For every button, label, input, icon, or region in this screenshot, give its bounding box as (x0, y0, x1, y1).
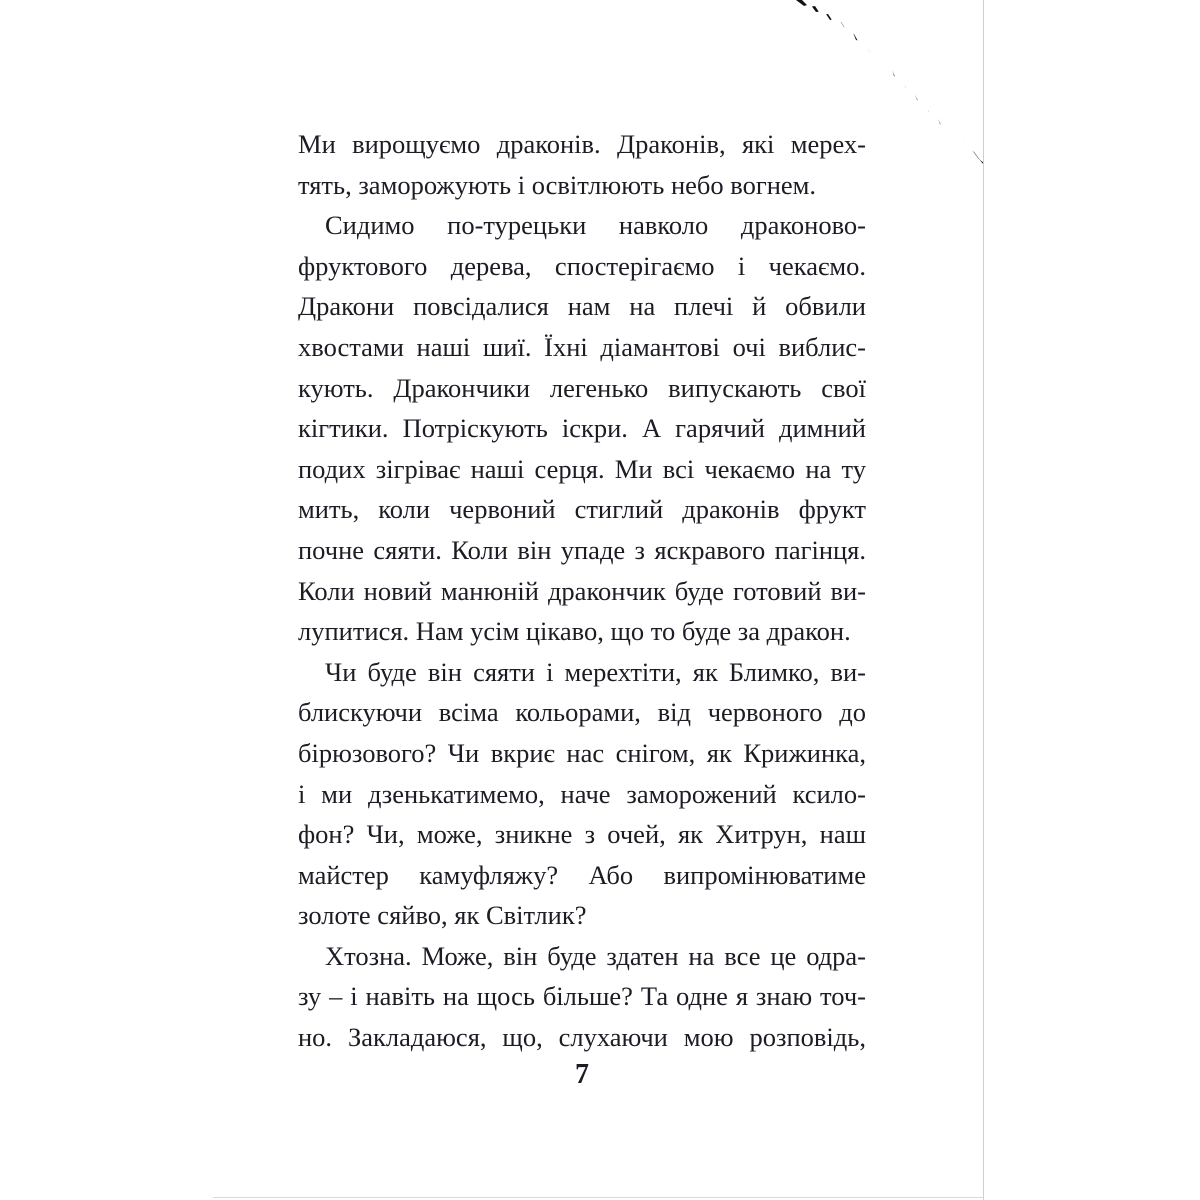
text-line: Дракони повсідалися нам на плечі й обвили (298, 291, 866, 322)
text-line: блискуючи всіма кольорами, від червоного до (298, 697, 866, 728)
text-line: мить, коли червоний стиглий драконів фрукт (298, 494, 866, 525)
text-line: золоте сяйво, як Світлик? (298, 900, 587, 931)
text-line: кігтики. Потріскують іскри. А гарячий димний (298, 413, 866, 444)
text-line: Коли новий манюній дракончик буде готовий ви- (298, 575, 866, 606)
paragraph (298, 124, 866, 205)
text-line: Ми вирощуємо драконів. Драконів, які мерех- (298, 129, 866, 159)
page-number: 7 (575, 1059, 589, 1090)
page-edge-bottom (213, 1197, 984, 1198)
text-line: Чи буде він сяяти і мерехтіти, як Блимко, ви- (325, 656, 866, 687)
paragraph (298, 936, 866, 1058)
text-line: лупитися. Нам усім цікаво, що то буде за дракон. (298, 616, 851, 647)
text-line: но. Закладаюся, що, слухаючи мою розповідь, (298, 1022, 866, 1053)
body-text (298, 124, 866, 1058)
page-edge-right (983, 0, 984, 1200)
text-line: Хтозна. Може, він буде здатен на все це одра- (325, 940, 866, 971)
text-line: кують. Дракончики легенько випускають свої (298, 372, 866, 403)
text-line: і ми дзенькатимемо, наче заморожений ксило- (298, 778, 866, 809)
text-line: Сидимо по-турецьки навколо драконово- (325, 210, 866, 241)
paragraph (298, 205, 866, 652)
text-line: подих зігріває наші серця. Ми всі чекаємо на ту (298, 453, 866, 484)
text-line: почне сяяти. Коли він упаде з яскравого пагінця. (298, 534, 866, 565)
text-line: хвостами наші шиї. Їхні діамантові очі виблис- (298, 331, 866, 362)
text-line: зу – і навіть на щось більше? Та одне я знаю точ- (298, 981, 866, 1012)
text-line: фруктового дерева, спостерігаємо і чекаємо. (298, 250, 866, 281)
text-line: бірюзового? Чи вкриє нас снігом, як Крижинка, (298, 737, 866, 768)
text-line: фон? Чи, може, зникне з очей, як Хитрун, наш (298, 819, 866, 850)
text-line: майстер камуфляжу? Або випромінюватиме (298, 859, 866, 890)
text-line: тять, заморожують і освітлюють небо вогнем. (298, 169, 817, 200)
paragraph (298, 652, 866, 936)
